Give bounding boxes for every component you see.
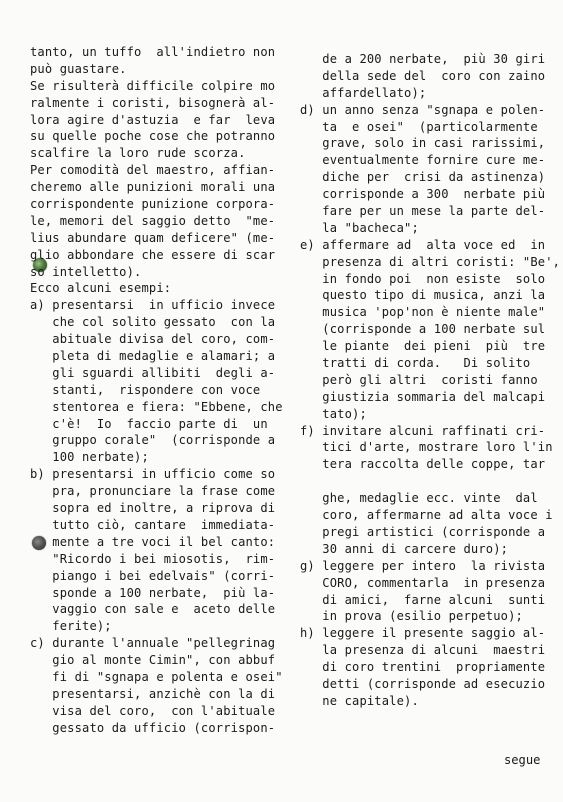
text-line: presenza di altri coristi: "Be', [300,254,561,269]
text-line: Per comodità del maestro, affian- [30,163,276,178]
text-line: la presenza di alcuni maestri [300,643,546,658]
text-line: a) presentarsi in ufficio invece [30,298,276,313]
text-line: stanti, rispondere con voce [30,382,261,397]
text-line: pra, pronunciare la frase come [30,484,276,499]
text-line: può guastare. [30,61,127,76]
text-line: lora agire d'astuzia e far leva [30,112,276,127]
text-line: della sede del coro con zaino [300,68,546,83]
text-line: ne capitale). [300,693,419,708]
text-line: b) presentarsi in ufficio come so [30,467,276,482]
text-line: in prova (esilio perpetuo); [300,609,523,624]
text-line: detti (corrisponde ad esecuzio [300,676,546,691]
text-line: "Ricordo i bei miosotis, rim- [30,551,276,566]
text-line: eventualmente fornire cure me- [300,153,546,168]
text-line: coro, affermarne ad alta voce i [300,508,553,523]
text-line: c'è! Io faccio parte di un [30,416,268,431]
text-line: le, memori del saggio detto "me- [30,213,276,228]
text-line: tici d'arte, mostrare loro l'in [300,440,553,455]
text-line: ghe, medaglie ecc. vinte dal [300,491,538,506]
text-line: piango i bei edelvais" (corri- [30,568,276,583]
page-footer-segue: segue [504,753,541,767]
text-line: de a 200 nerbate, più 30 giri [300,52,546,66]
text-line: tratti di corda. Di solito [300,356,531,371]
text-line: musica 'pop'non è niente male" [300,305,546,320]
text-line: corrispondente punizione corpora- [30,197,276,212]
text-line: pleta di medaglie e alamari; a [30,349,276,364]
text-line: questo tipo di musica, anzi la [300,288,546,303]
text-line: stentorea e fiera: "Ebbene, che [30,399,283,414]
text-line: cheremo alle punizioni morali una [30,180,276,195]
text-line: glio abbondare che essere di scar [30,247,276,262]
text-line: giustizia sommaria del malcapi [300,389,546,404]
text-line: gessato da ufficio (corrispon- [30,720,276,735]
text-line: grave, solo in casi rarissimi, [300,136,546,151]
text-line: di amici, farne alcuni sunti [300,592,546,607]
text-line: mente a tre voci il bel canto: [30,534,276,549]
text-line: ferite); [30,619,112,634]
text-line: gio al monte Cimin", con abbuf [30,653,276,668]
text-line: scalfire la loro rude scorza. [30,146,246,161]
text-line: so intelletto). [30,264,142,279]
text-line: abituale divisa del coro, com- [30,332,276,347]
text-line: diche per crisi da astinenza) [300,170,546,185]
text-line: fare per un mese la parte del- [300,204,546,219]
text-line: (corrisponde a 100 nerbate sul [300,322,546,337]
text-line: tera raccolta delle coppe, tar [300,457,546,472]
text-line: corrisponde a 300 nerbate più [300,187,546,202]
text-line: gruppo corale" (corrisponde a [30,433,276,448]
text-line: le piante dei pieni più tre [300,339,546,354]
text-line: e) affermare ad alta voce ed in [300,237,546,252]
text-line: sponde a 100 nerbate, più la- [30,585,276,600]
text-line: su quelle poche cose che potranno [30,129,276,144]
text-line: gli sguardi allibiti degli a- [30,365,276,380]
text-line: CORO, commentarla in presenza [300,575,546,590]
text-line: fi di "sgnapa e polenta e osei" [30,669,283,684]
text-line: lius abundare quam deficere" (me- [30,230,276,245]
text-line: h) leggere il presente saggio al- [300,626,546,641]
right-column [300,51,561,710]
text-line: 30 anni di carcere duro); [300,541,509,556]
text-line: vaggio con sale e aceto delle [30,602,276,617]
text-line: c) durante l'annuale "pellegrinag [30,636,276,651]
text-line: ta e osei" (particolarmente [300,119,538,134]
text-line: la "bacheca"; [300,220,419,235]
text-line: ralmente i coristi, bisognerà al- [30,95,276,110]
text-line: d) un anno senza "sgnapa e polen- [300,102,546,117]
text-line: affardellato); [300,85,427,100]
text-line: tato); [300,406,367,421]
text-line: tanto, un tuffo all'indietro non [30,45,276,59]
text-line: in fondo poi non esiste solo [300,271,546,286]
text-line: tutto ciò, cantare immediata- [30,517,276,532]
text-line: Se risulterà difficile colpire mo [30,78,276,93]
text-line [300,473,550,490]
text-line: che col solito gessato con la [30,315,276,330]
text-line: Ecco alcuni esempi: [30,281,172,296]
text-line: 100 nerbate); [30,450,149,465]
text-line: pregi artistici (corrisponde a [300,524,546,539]
text-line: però gli altri coristi fanno [300,372,538,387]
text-line: g) leggere per intero la rivista [300,558,546,573]
text-line: di coro trentini propriamente [300,660,546,675]
text-line: f) invitare alcuni raffinati cri- [300,423,546,438]
text-line: sopra ed inoltre, a riprova di [30,501,276,516]
left-column [30,44,283,737]
text-line: visa del coro, con l'abituale [30,703,276,718]
text-line: presentarsi, anzichè con la di [30,686,276,701]
